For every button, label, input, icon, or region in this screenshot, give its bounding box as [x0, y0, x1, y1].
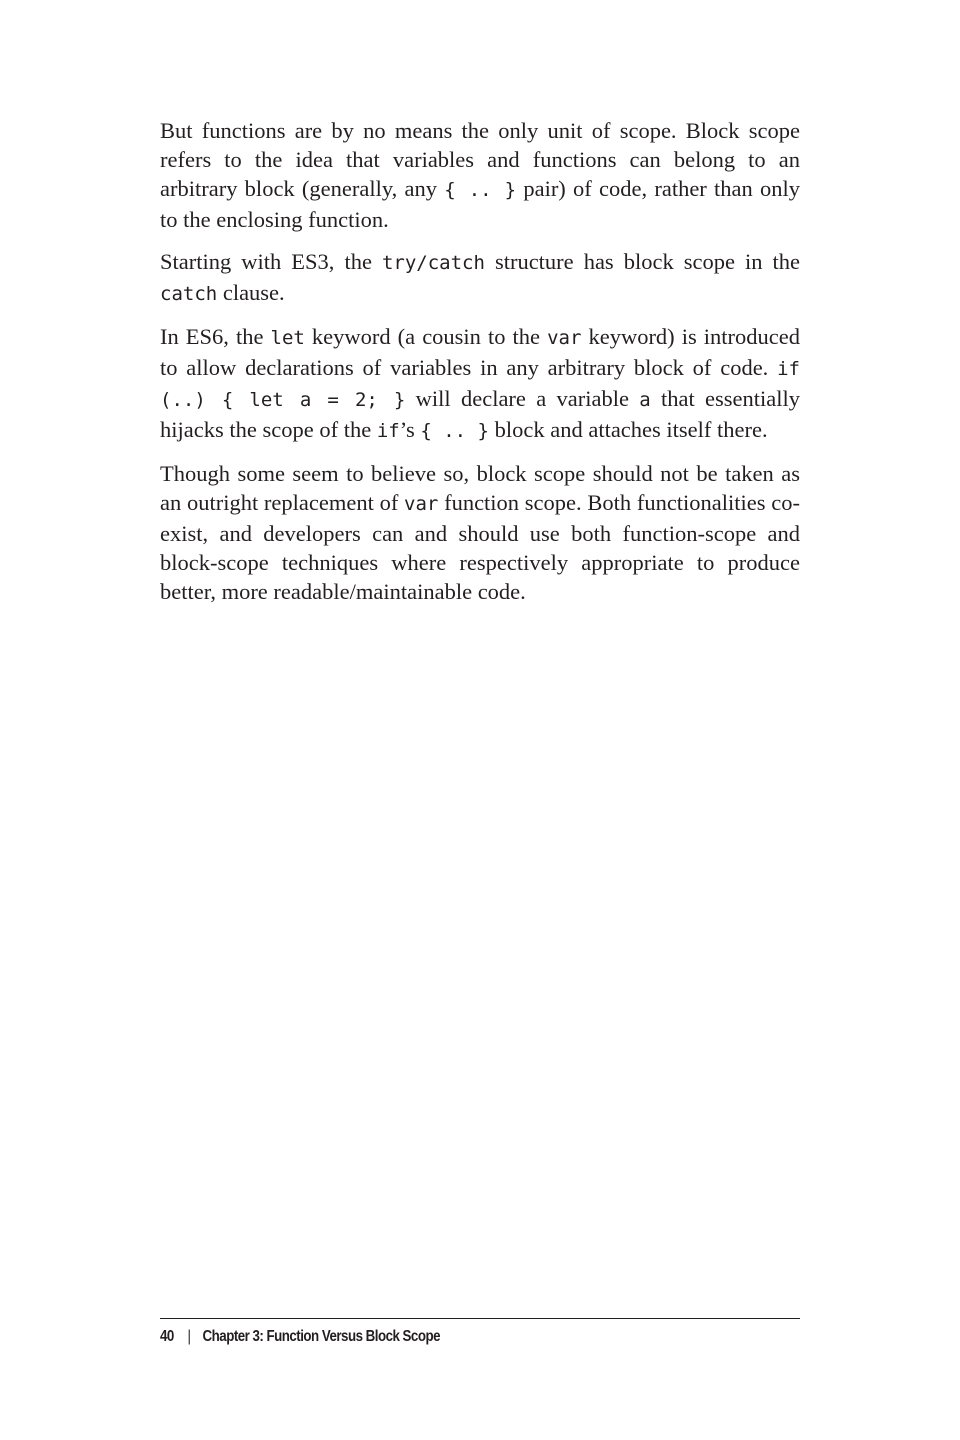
text-run: will declare a variable — [405, 386, 640, 411]
inline-code: try/catch — [381, 252, 485, 274]
text-run: that essentially hijacks the scope of the — [160, 386, 801, 442]
inline-code: var — [404, 493, 439, 515]
text-run: structure has block scope in the — [484, 249, 800, 274]
inline-code: if — [376, 420, 400, 442]
inline-code: var — [547, 327, 582, 349]
text-run: In ES6, the — [160, 324, 271, 349]
text-run: ’s — [399, 417, 421, 442]
running-footer — [160, 1328, 710, 1346]
paragraph-block-scope-intro — [160, 116, 800, 234]
paragraph-es6-let — [160, 322, 800, 446]
chapter-title: Chapter 3: Function Versus Block Scope — [202, 1328, 440, 1345]
inline-code: { .. } — [420, 420, 489, 442]
text-run: keyword (a cousin to the — [304, 324, 548, 349]
text-run: block and attaches itself there. — [488, 417, 768, 442]
inline-code: a — [639, 389, 651, 411]
footer-separator: | — [187, 1328, 191, 1345]
paragraph-block-vs-function-scope — [160, 459, 800, 606]
inline-code: catch — [160, 283, 218, 305]
page-footer — [160, 1318, 800, 1346]
inline-code: if (..) { let a = 2; } — [160, 358, 800, 411]
text-run: Though some seem to believe so, block scope should not be taken as an outright replacement of — [160, 461, 800, 515]
inline-code: { .. } — [444, 179, 517, 201]
text-run: Starting with ES3, the — [160, 249, 382, 274]
text-run: pair) of code, rather than only to the enclosing function. — [160, 176, 801, 232]
page-number: 40 — [160, 1328, 174, 1345]
text-run: clause. — [217, 280, 285, 305]
inline-code: let — [270, 327, 305, 349]
text-run: keyword) is introduced to allow declarations of variables in any arbitrary block of code. — [160, 324, 800, 380]
paragraph-try-catch — [160, 247, 800, 309]
text-run: But functions are by no means the only unit of scope. Block scope refers to the idea that variables and functions can belong to an arbitrary block (generally, any — [160, 118, 800, 201]
text-run: function scope. Both functionalities co-exist, and developers can and should use both function-scope and block-scope techniques where respectively appropriate to produce better, more readable/maintainable code. — [160, 490, 800, 604]
body-text — [160, 116, 800, 619]
